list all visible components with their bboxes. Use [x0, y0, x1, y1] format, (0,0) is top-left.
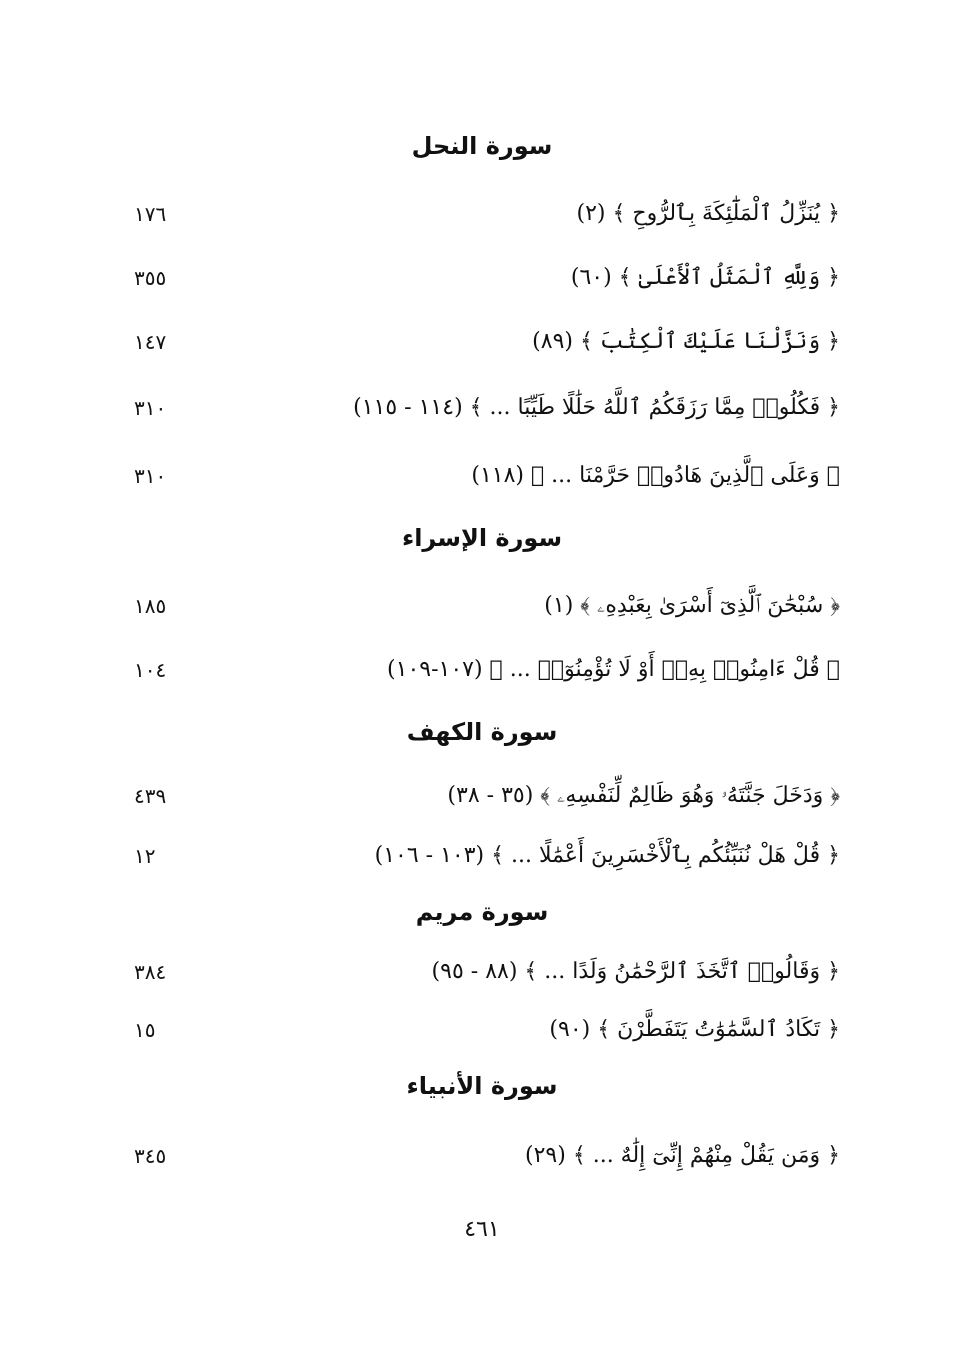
- index-entry: [120, 258, 840, 298]
- verse-text: ﴿ وَمَن يَقُلْ مِنْهُمْ إِنِّىٓ إِلَٰهٌ ... ﴾ (٢٩): [525, 1143, 840, 1168]
- surah-title-anbiya: سورة الأنبياء: [406, 1072, 558, 1100]
- verse-text: ﴿ وَقَالُوا۟ ٱتَّخَذَ ٱلرَّحْمَٰنُ وَلَدًا ... ﴾ (٨٨ - ٩٥): [431, 959, 840, 984]
- surah-title-isra: سورة الإسراء: [401, 524, 563, 552]
- verse-text: ﴿ وَنَزَّلْنَا عَلَيْكَ ٱلْكِتَٰبَ ﴾ (٨٩): [532, 329, 840, 354]
- page-reference: ٣١٠: [134, 396, 167, 420]
- page-reference: ١٥: [134, 1018, 156, 1042]
- verse-text: ﴿ وَعَلَى ٱلَّذِينَ هَادُوا۟ حَرَّمْنَا ... ﴾ (١١٨): [471, 463, 840, 488]
- page-reference: ٣١٠: [134, 464, 167, 488]
- page-number: ٤٦١: [464, 1217, 500, 1242]
- verse-text: ﴿ وَلِلَّهِ ٱلْمَثَلُ ٱلْأَعْلَىٰ ﴾ (٦٠): [570, 265, 840, 290]
- page-reference: ٤٣٩: [134, 784, 167, 808]
- verse-text: ﴿ وَدَخَلَ جَنَّتَهُۥ وَهُوَ ظَالِمٌ لِّنَفْسِهِۦ ﴾ (٣٥ - ٣٨): [447, 783, 840, 808]
- verse-text: ﴿ تَكَادُ ٱلسَّمَٰوَٰتُ يَتَفَطَّرْنَ ﴾ (٩٠): [549, 1017, 840, 1042]
- surah-title-nahl: سورة النحل: [411, 132, 553, 160]
- page-reference: ٣٨٤: [134, 960, 167, 984]
- page-reference: ١٤٧: [134, 330, 167, 354]
- index-entry: [120, 456, 840, 496]
- index-entry: [120, 836, 840, 876]
- index-entry: [120, 388, 840, 428]
- index-entry: [120, 1136, 840, 1176]
- index-entry: [120, 776, 840, 816]
- index-entry: [120, 322, 840, 362]
- surah-title-maryam: سورة مريم: [415, 898, 549, 926]
- page-reference: ١٢: [134, 844, 156, 868]
- index-entry: [120, 650, 840, 690]
- index-entry: [120, 1010, 840, 1050]
- surah-title-kahf: سورة الكهف: [406, 718, 558, 746]
- index-entry: [120, 586, 840, 626]
- verse-text: ﴿ سُبْحَٰنَ ٱلَّذِىٓ أَسْرَىٰ بِعَبْدِهِۦ ﴾ (١): [544, 593, 840, 618]
- verse-text: ﴿ فَكُلُوا۟ مِمَّا رَزَقَكُمُ ٱللَّهُ حَلَٰلًا طَيِّبًا ... ﴾ (١١٤ - ١١٥): [353, 395, 840, 420]
- index-entry: [120, 952, 840, 992]
- verse-text: ﴿ يُنَزِّلُ ٱلْمَلَٰٓئِكَةَ بِٱلرُّوحِ ﴾ (٢): [576, 201, 840, 226]
- page-reference: ٣٥٥: [134, 266, 167, 290]
- page-reference: ١٠٤: [134, 658, 167, 682]
- page-reference: ٣٤٥: [134, 1144, 167, 1168]
- page-reference: ١٧٦: [134, 202, 167, 226]
- verse-text: ﴿ قُلْ ءَامِنُوا۟ بِهِۦٓ أَوْ لَا تُؤْمِنُوٓا۟ ... ﴾ (١٠٧-١٠٩): [387, 657, 840, 682]
- index-entry: [120, 194, 840, 234]
- page-reference: ١٨٥: [134, 594, 167, 618]
- verse-text: ﴿ قُلْ هَلْ نُنَبِّئُكُم بِٱلْأَخْسَرِينَ أَعْمَٰلًا ... ﴾ (١٠٣ - ١٠٦): [374, 843, 840, 868]
